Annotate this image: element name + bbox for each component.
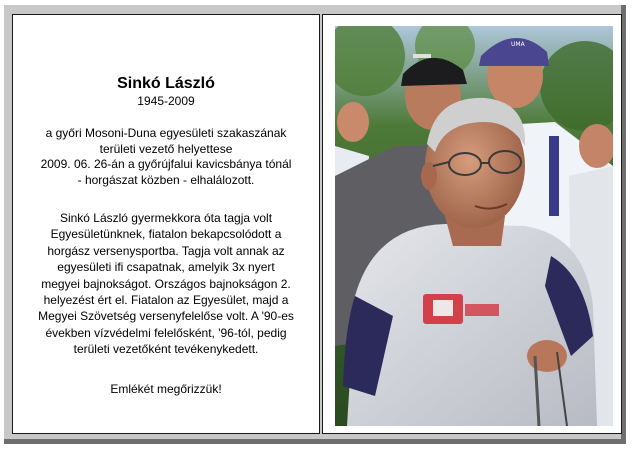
- cap-logo-text: UMA: [511, 41, 525, 48]
- bio-line: helyezést ért el. Fiatalon az Egyesület, majd a: [43, 293, 289, 308]
- intro-line: 2009. 06. 26-án a győrújfalui kavicsbánya tónál: [40, 157, 292, 171]
- bio-line: egyesületi ifi csapatnak, amelyik 3x nyert: [57, 260, 275, 275]
- bio-line: horgász versenysportba. Tagja volt annak az: [47, 243, 285, 258]
- memorial-photo: [335, 26, 613, 426]
- intro-line: a győri Mosoni-Duna egyesületi szakaszának: [45, 126, 287, 140]
- memorial-intro: [21, 126, 311, 188]
- bio-line: Sinkó László gyermekkora óta tagja volt: [59, 211, 273, 225]
- bio-line: megyei bajnokságot. Országos bajnokságon 2.: [41, 276, 291, 291]
- bio-line: években vízvédelmi felelősként, '96-tól, pedig: [45, 325, 287, 340]
- intro-line: területi vezető helyettese: [99, 141, 233, 156]
- bio-line: területi vezetőként tevékenykedett.: [73, 342, 259, 357]
- bio-line: Egyesületünknek, fiatalon bekapcsolódott a: [50, 227, 282, 242]
- memorial-closing: Emlékét megőrizzük!: [110, 382, 222, 396]
- intro-line: - horgászat közben - elhalálozott.: [77, 172, 255, 187]
- deceased-name: Sinkó László: [117, 75, 215, 92]
- life-years: 1945-2009: [137, 94, 195, 108]
- memorial-photo-panel: [322, 14, 622, 434]
- bio-line: Megyei Szövetség versenyfelelőse volt. A '90-es: [38, 309, 294, 324]
- memorial-biography: [17, 210, 315, 358]
- memorial-text-panel: [12, 14, 320, 434]
